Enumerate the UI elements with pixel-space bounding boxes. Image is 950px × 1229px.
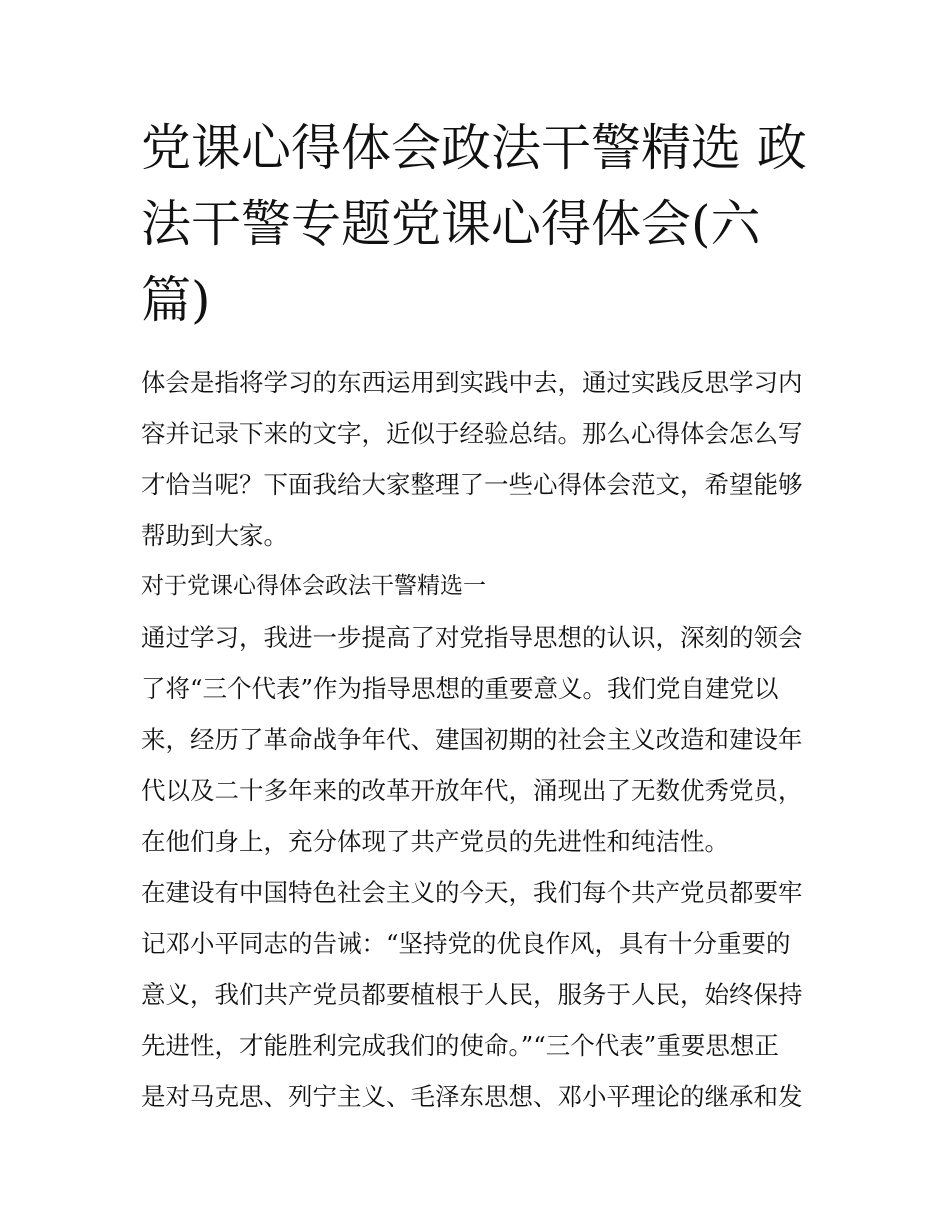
text-line: 意义，我们共产党员都要植根于人民，服务于人民，始终保持 xyxy=(141,980,803,1009)
intro-paragraph xyxy=(141,357,813,561)
text-line: 体会是指将学习的东西运用到实践中去，通过实践反思学习内 xyxy=(141,368,803,397)
text-line: 才恰当呢？下面我给大家整理了一些心得体会范文，希望能够 xyxy=(141,470,803,499)
title-line: 法干警专题党课心得体会(六 xyxy=(141,195,761,253)
text-line: 代以及二十多年来的改革开放年代，涌现出了无数优秀党员， xyxy=(141,776,803,805)
document-body xyxy=(141,357,813,1122)
title-line: 党课心得体会政法干警精选 政 xyxy=(141,119,807,177)
text-line: 帮助到大家。 xyxy=(141,521,288,550)
document-title xyxy=(141,110,811,338)
text-line: 容并记录下来的文字，近似于经验总结。那么心得体会怎么写 xyxy=(141,419,803,448)
text-line: 通过学习，我进一步提高了对党指导思想的认识，深刻的领会 xyxy=(141,623,803,652)
text-line: 来，经历了革命战争年代、建国初期的社会主义改造和建设年 xyxy=(141,725,803,754)
text-line: 是对马克思、列宁主义、毛泽东思想、邓小平理论的继承和发 xyxy=(141,1082,803,1111)
text-line: 记邓小平同志的告诫：“坚持党的优良作风，具有十分重要的 xyxy=(141,929,791,958)
text-line: 先进性，才能胜利完成我们的使命。”“三个代表”重要思想正 xyxy=(141,1031,779,1060)
text-line: 了将“三个代表”作为指导思想的重要意义。我们党自建党以 xyxy=(141,674,779,703)
text-line: 在他们身上，充分体现了共产党员的先进性和纯洁性。 xyxy=(141,827,729,856)
text-line: 在建设有中国特色社会主义的今天，我们每个共产党员都要牢 xyxy=(141,878,803,907)
section-heading: 对于党课心得体会政法干警精选一 xyxy=(141,573,486,599)
paragraph-2 xyxy=(141,867,813,1122)
title-line: 篇) xyxy=(141,271,211,329)
paragraph-1 xyxy=(141,612,813,867)
